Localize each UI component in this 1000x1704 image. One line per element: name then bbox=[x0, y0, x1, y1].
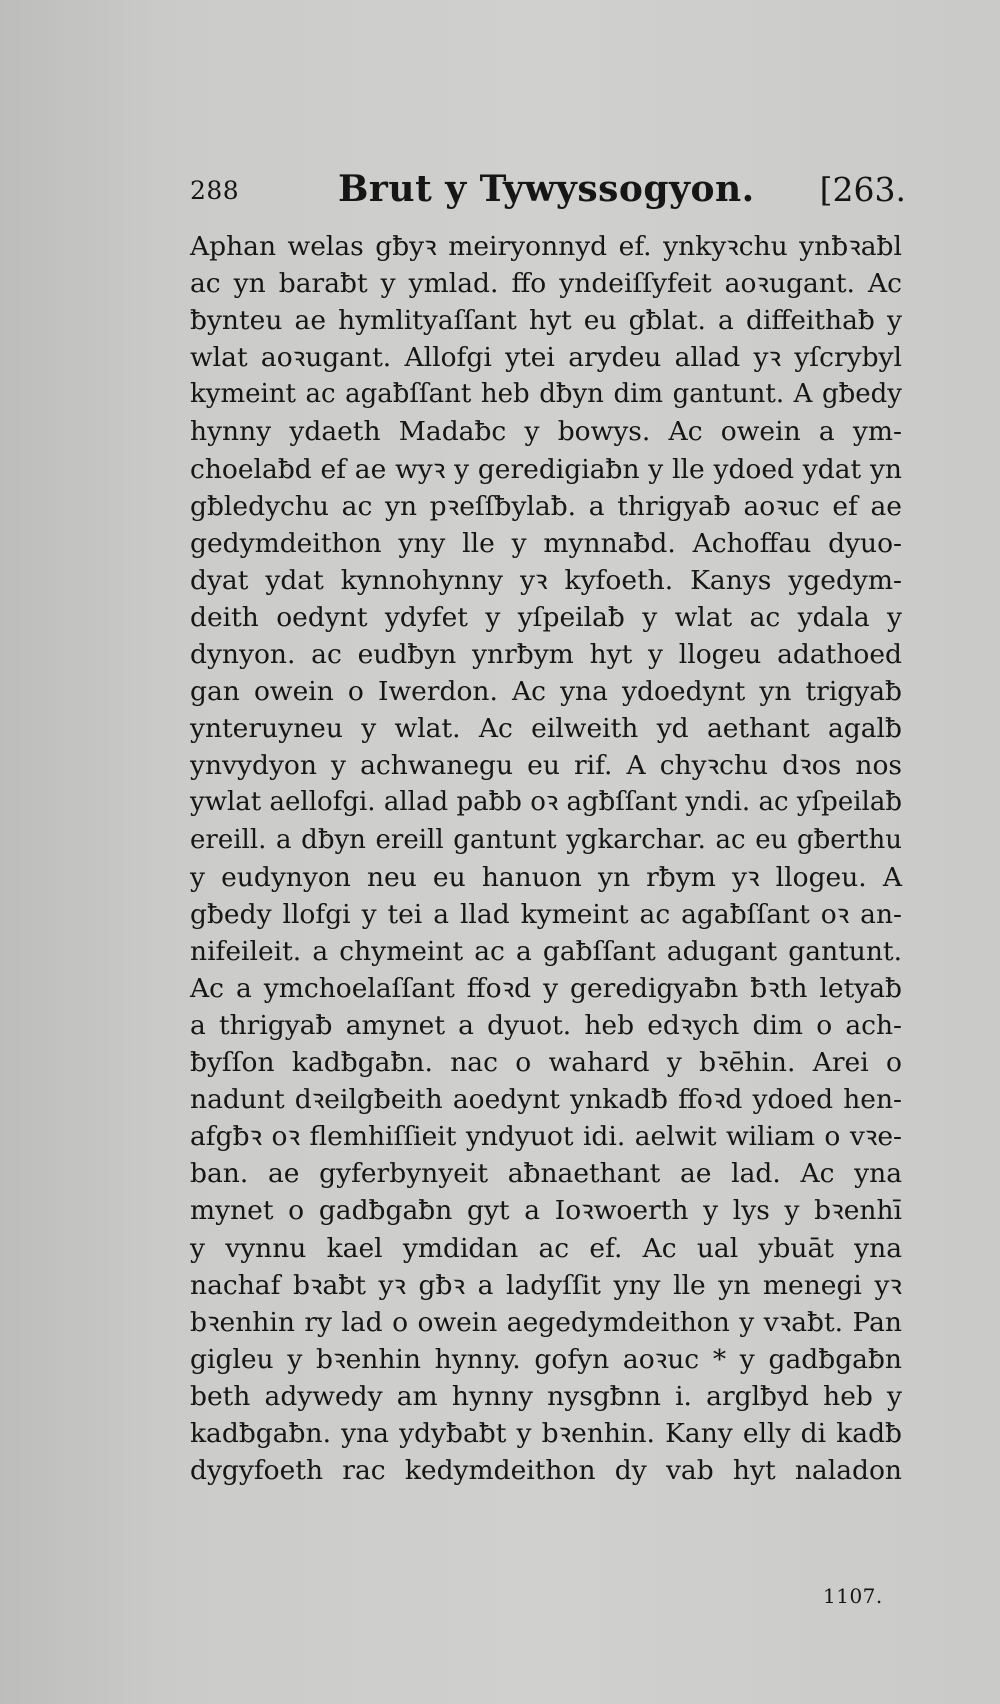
text-line: gƀedy llofgi y tei a llad kymeint ac agaƀſſant oꝛ an- bbox=[190, 898, 902, 930]
text-line: dynyon. ac eudƀyn ynrƀym hyt y llogeu adathoed bbox=[190, 639, 902, 671]
year-marker: [263. bbox=[819, 170, 906, 209]
text-line: ban. ae gyferbynyeit aƀnaethant ae lad. Ac yna bbox=[190, 1158, 902, 1190]
page-header bbox=[190, 168, 906, 228]
page-number: 288 bbox=[190, 176, 240, 205]
text-line: bꝛenhin ry lad o owein aegedymdeithon y vꝛaƀt. Pan bbox=[190, 1306, 902, 1338]
text-line: Ac a ymchoelaſſant ffoꝛd y geredigyaƀn ƀꝛth letyaƀ bbox=[190, 972, 902, 1004]
text-line: afgƀꝛ oꝛ flemhiſſieit yndyuot idi. aelwit wiliam o vꝛe- bbox=[190, 1121, 902, 1153]
text-line: gigleu y bꝛenhin hynny. gofyn aoꝛuc * y gadƀgaƀn bbox=[190, 1343, 902, 1375]
text-line: choelaƀd ef ae wyꝛ y geredigiaƀn y lle ydoed ydat yn bbox=[190, 453, 902, 485]
text-line: beth adywedy am hynny nysgƀnn i. arglƀyd heb y bbox=[190, 1380, 902, 1412]
text-line: Aphan welas gƀyꝛ meiryonnyd ef. ynkyꝛchu ynƀꝛaƀl bbox=[190, 231, 902, 262]
text-line: deith oedynt ydyfet y yſpeilaƀ y wlat ac ydala y bbox=[190, 601, 902, 633]
text-line: ereill. a dƀyn ereill gantunt ygkarchar. ac eu gƀerthu bbox=[190, 824, 902, 855]
text-line: nachaf bꝛaƀt yꝛ gƀꝛ a ladyſſit yny lle yn menegi yꝛ bbox=[190, 1269, 902, 1301]
text-line: hynny ydaeth Madaƀc y bowys. Ac owein a ym- bbox=[190, 416, 902, 448]
text-line: a thrigyaƀ amynet a dyuot. heb edꝛych dim o ach- bbox=[190, 1009, 902, 1041]
text-line: y eudynyon neu eu hanuon yn rƀym yꝛ llogeu. A bbox=[190, 861, 902, 893]
text-line: kymeint ac agaƀſſant heb dƀyn dim gantunt. A gƀedy bbox=[190, 379, 902, 410]
text-line: ac yn baraƀt y ymlad. ffo yndeiſſyfeit aoꝛugant. Ac bbox=[190, 268, 902, 300]
text-line: gedymdeithon yny lle y mynnaƀd. Achoffau dyuo- bbox=[190, 527, 902, 559]
text-line: nadunt dꝛeilgƀeith aoedynt ynkadƀ ffoꝛd ydoed hen- bbox=[190, 1084, 902, 1116]
text-line: ƀyſſon kadƀgaƀn. nac o wahard y bꝛēhin. Arei o bbox=[190, 1047, 902, 1079]
text-line: gƀledychu ac yn pꝛeſſƀylaƀ. a thrigyaƀ aoꝛuc ef ae bbox=[190, 490, 902, 522]
text-line: dyat ydat kynnohynny yꝛ kyfoeth. Kanys ygedym- bbox=[190, 564, 902, 596]
text-line: ynvydyon y achwanegu eu rif. A chyꝛchu dꝛos nos bbox=[190, 750, 902, 782]
text-line: ywlat aellofgi. allad paƀb oꝛ agƀſſant yndi. ac yſpeilaƀ bbox=[190, 787, 902, 818]
text-line: kadƀgaƀn. yna ydyƀaƀt y bꝛenhin. Kany elly di kadƀ bbox=[190, 1418, 902, 1449]
text-line: ƀynteu ae hymlityaſſant hyt eu gƀlat. a diffeithaƀ y bbox=[190, 305, 902, 337]
text-line: wlat aoꝛugant. Allofgi ytei arydeu allad yꝛ yſcrybyl bbox=[190, 342, 902, 374]
text-line: dygyfoeth rac kedymdeithon dy vab hyt naladon bbox=[190, 1455, 902, 1487]
footer-year: 1107. bbox=[823, 1584, 883, 1608]
text-line: ynteruyneu y wlat. Ac eilweith yd aethant agalƀ bbox=[190, 713, 902, 745]
text-line: y vynnu kael ymdidan ac ef. Ac ual ybuāt yna bbox=[190, 1232, 902, 1264]
running-title: Brut y Tywyssogyon. bbox=[338, 168, 755, 210]
text-line: nifeileit. a chymeint ac a gaƀſſant adugant gantunt. bbox=[190, 935, 902, 967]
body-text bbox=[190, 228, 902, 1489]
text-line: mynet o gadƀgaƀn gyt a Ioꝛwoerth y lys y bꝛenhī bbox=[190, 1195, 902, 1227]
text-line: gan owein o Iwerdon. Ac yna ydoedynt yn trigyaƀ bbox=[190, 676, 902, 708]
